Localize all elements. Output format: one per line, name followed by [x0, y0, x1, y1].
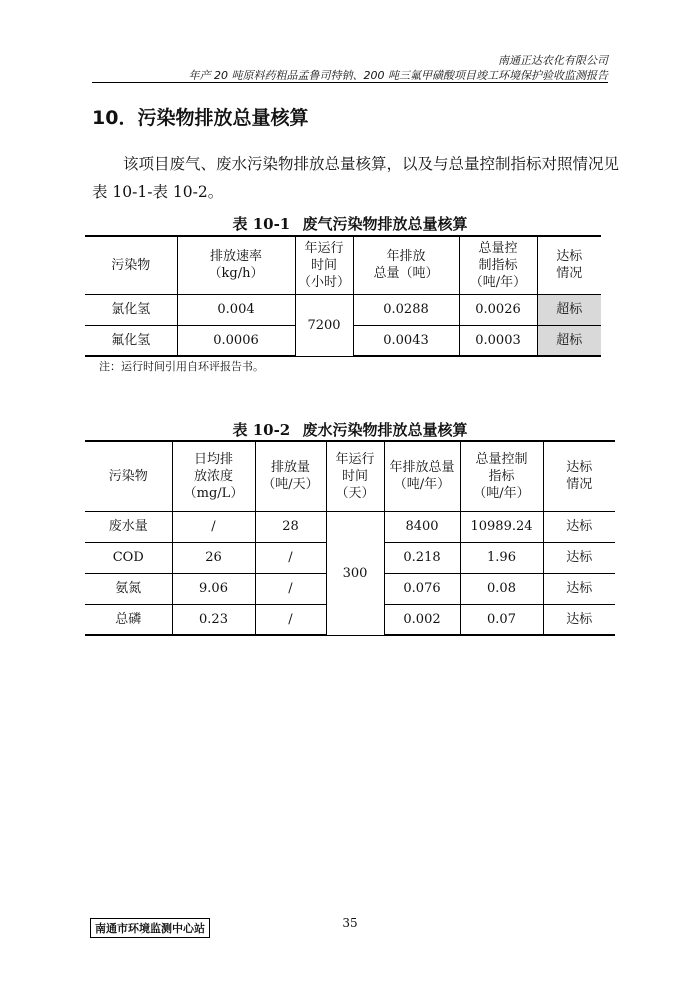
table2-caption: [85, 419, 615, 440]
table1-header-row: [85, 236, 601, 294]
table2-cell: COD: [85, 542, 172, 573]
table2-cell: 废水量: [85, 511, 172, 542]
table2-number: 表 10-2: [232, 421, 291, 439]
table1-header-cell: 污染物: [85, 236, 177, 294]
table2-status-cell: 达标: [543, 573, 615, 604]
table1-header-cell: 年排放 总量（吨）: [353, 236, 459, 294]
table2-runtime-cell: 300: [326, 511, 384, 635]
table2-cell: 0.08: [460, 573, 543, 604]
table2-title: 废水污染物排放总量核算: [302, 421, 468, 439]
table2-header-cell: 总量控制 指标 （吨/年）: [460, 441, 543, 511]
table1-runtime-cell: 7200: [295, 294, 353, 356]
section-title: 10．污染物排放总量核算: [92, 107, 309, 129]
table1-cell: 0.004: [177, 294, 295, 325]
table2-header-cell: 日均排 放浓度 （mg/L）: [172, 441, 255, 511]
table2-header-row: [85, 441, 615, 511]
table2-header-cell: 年排放总量 （吨/年）: [384, 441, 460, 511]
table-row: [85, 294, 601, 325]
table2-header-cell: 年运行 时间 （天）: [326, 441, 384, 511]
table1-title: 废气污染物排放总量核算: [302, 215, 468, 233]
table2-header-cell: 排放量 （吨/天）: [255, 441, 326, 511]
table1: [85, 235, 601, 357]
table1-cell: 0.0043: [353, 325, 459, 356]
table2-status-cell: 达标: [543, 511, 615, 542]
table2-cell: 9.06: [172, 573, 255, 604]
table2-cell: 0.23: [172, 604, 255, 635]
table2-status-cell: 达标: [543, 604, 615, 635]
table2-header-cell: 污染物: [85, 441, 172, 511]
table1-caption: [85, 213, 615, 234]
table1-status-cell: 超标: [537, 294, 601, 325]
table2-cell: /: [172, 511, 255, 542]
table-row: [85, 511, 615, 542]
table1-cell: 0.0006: [177, 325, 295, 356]
table2-cell: 28: [255, 511, 326, 542]
footer-station: 南通市环境监测中心站: [90, 918, 210, 938]
table2: [85, 440, 615, 636]
table2-cell: 氨氮: [85, 573, 172, 604]
table2-status-cell: 达标: [543, 542, 615, 573]
table2-cell: 0.07: [460, 604, 543, 635]
table1-cell: 氟化氢: [85, 325, 177, 356]
header-report-title: 年产 20 吨原料药粗品孟鲁司特钠、200 吨三氟甲磺酸项目竣工环境保护验收监测报告: [188, 69, 608, 82]
table2-cell: 26: [172, 542, 255, 573]
header-company: 南通正达农化有限公司: [498, 54, 608, 67]
table1-cell: 氯化氢: [85, 294, 177, 325]
table1-cell: 0.0026: [459, 294, 537, 325]
table1-status-cell: 超标: [537, 325, 601, 356]
table1-header-cell: 总量控 制指标 （吨/年）: [459, 236, 537, 294]
table2-cell: /: [255, 573, 326, 604]
table1-header-cell: 排放速率 （kg/h）: [177, 236, 295, 294]
table1-header-cell: 达标 情况: [537, 236, 601, 294]
table1-number: 表 10-1: [232, 215, 291, 233]
table1-cell: 0.0288: [353, 294, 459, 325]
table2-cell: 0.002: [384, 604, 460, 635]
table2-cell: 10989.24: [460, 511, 543, 542]
table2-cell: 8400: [384, 511, 460, 542]
table1-cell: 0.0003: [459, 325, 537, 356]
table2-cell: 0.218: [384, 542, 460, 573]
table1-header-cell: 年运行 时间 （小时）: [295, 236, 353, 294]
table2-cell: 1.96: [460, 542, 543, 573]
table2-cell: /: [255, 542, 326, 573]
section-paragraph: 该项目废气、废水污染物排放总量核算，以及与总量控制指标对照情况见表 10-1-表 10-2。: [92, 155, 620, 201]
page-number: 35: [342, 916, 358, 930]
table2-cell: 总磷: [85, 604, 172, 635]
table2-cell: 0.076: [384, 573, 460, 604]
table2-header-cell: 达标 情况: [543, 441, 615, 511]
header-rule: [92, 82, 608, 83]
table2-cell: /: [255, 604, 326, 635]
table1-note: 注：运行时间引用自环评报告书。: [99, 360, 264, 373]
